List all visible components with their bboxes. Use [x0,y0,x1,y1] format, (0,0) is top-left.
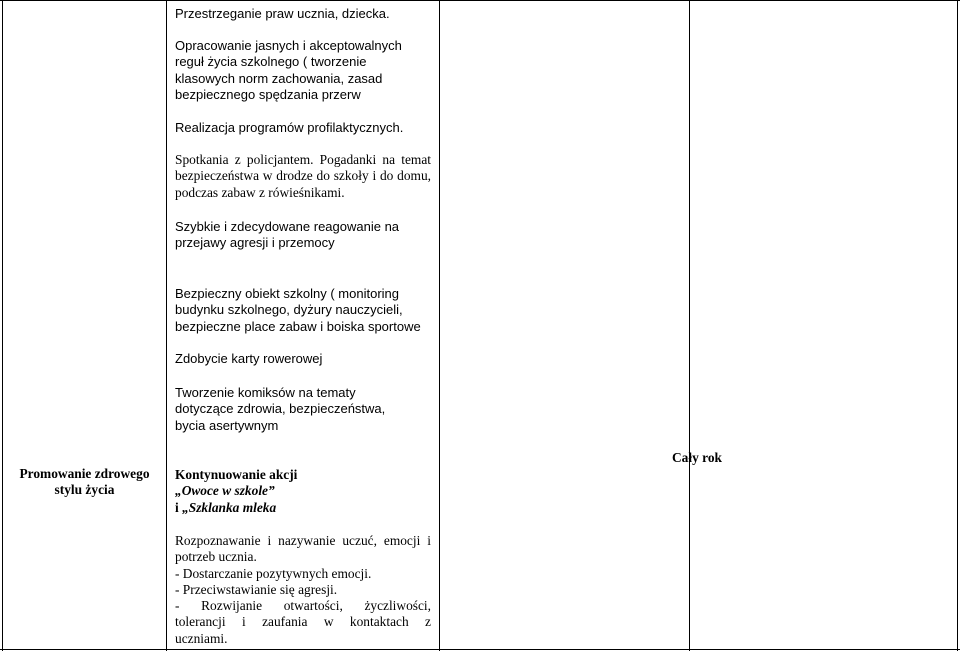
activity-item: Spotkania z policjantem. Pogadanki na temat bezpieczeństwa w drodze do szkoły i do domu, podczas zabaw z rówieśnikami. [175,152,431,200]
emotions-line: - Rozwijanie otwartości, życzliwości, tolerancji i zaufania w kontaktach z uczniami. [175,598,431,646]
activity-item: Realizacja programów profilaktycznych. [175,120,404,135]
activity-item: Opracowanie jasnych i akceptowalnych reguł życia szkolnego ( tworzenie klasowych norm zachowania, zasad bezpiecznego spędzania przerw [175,38,402,102]
category-label-line: stylu życia [54,482,115,498]
activity-item: Szybkie i zdecydowane reagowanie na przejawy agresji i przemocy [175,219,400,251]
timing-cell [672,0,957,650]
emotions-line: - Dostarczanie pozytywnych emocji. [175,565,372,581]
category-cell [3,0,166,650]
activities-cell [167,0,439,650]
health-action-name: „Szklanka mleka [182,499,277,515]
health-action-line: „Owoce w szkole” [175,483,275,499]
activity-item: Zdobycie karty rowerowej [175,351,323,366]
health-action-line [175,500,435,516]
activity-item: Tworzenie komiksów na tematy dotyczące zdrowia, bezpieczeństwa, bycia asertywnym [175,385,386,433]
health-action-prefix: i [175,499,183,515]
health-action-line: Kontynuowanie akcji [175,467,298,482]
health-action [175,467,435,516]
activity-item: Bezpieczny obiekt szkolny ( monitoring budynku szkolnego, dyżury nauczycieli, bezpieczne place zabaw i boiska sportowe [175,286,421,334]
emotions-line: - Przeciwstawianie się agresji. [175,581,338,597]
emotions-block [175,533,431,647]
category-label-line: Promowanie zdrowego [19,466,150,481]
activity-item: Przestrzeganie praw ucznia, dziecka. [175,6,390,21]
empty-cell [440,0,689,650]
table-border [957,0,958,651]
category-label [3,466,166,499]
timing-label: Cały rok [672,450,722,465]
emotions-line: Rozpoznawanie i nazywanie uczuć, emocji i potrzeb ucznia. [175,533,431,565]
